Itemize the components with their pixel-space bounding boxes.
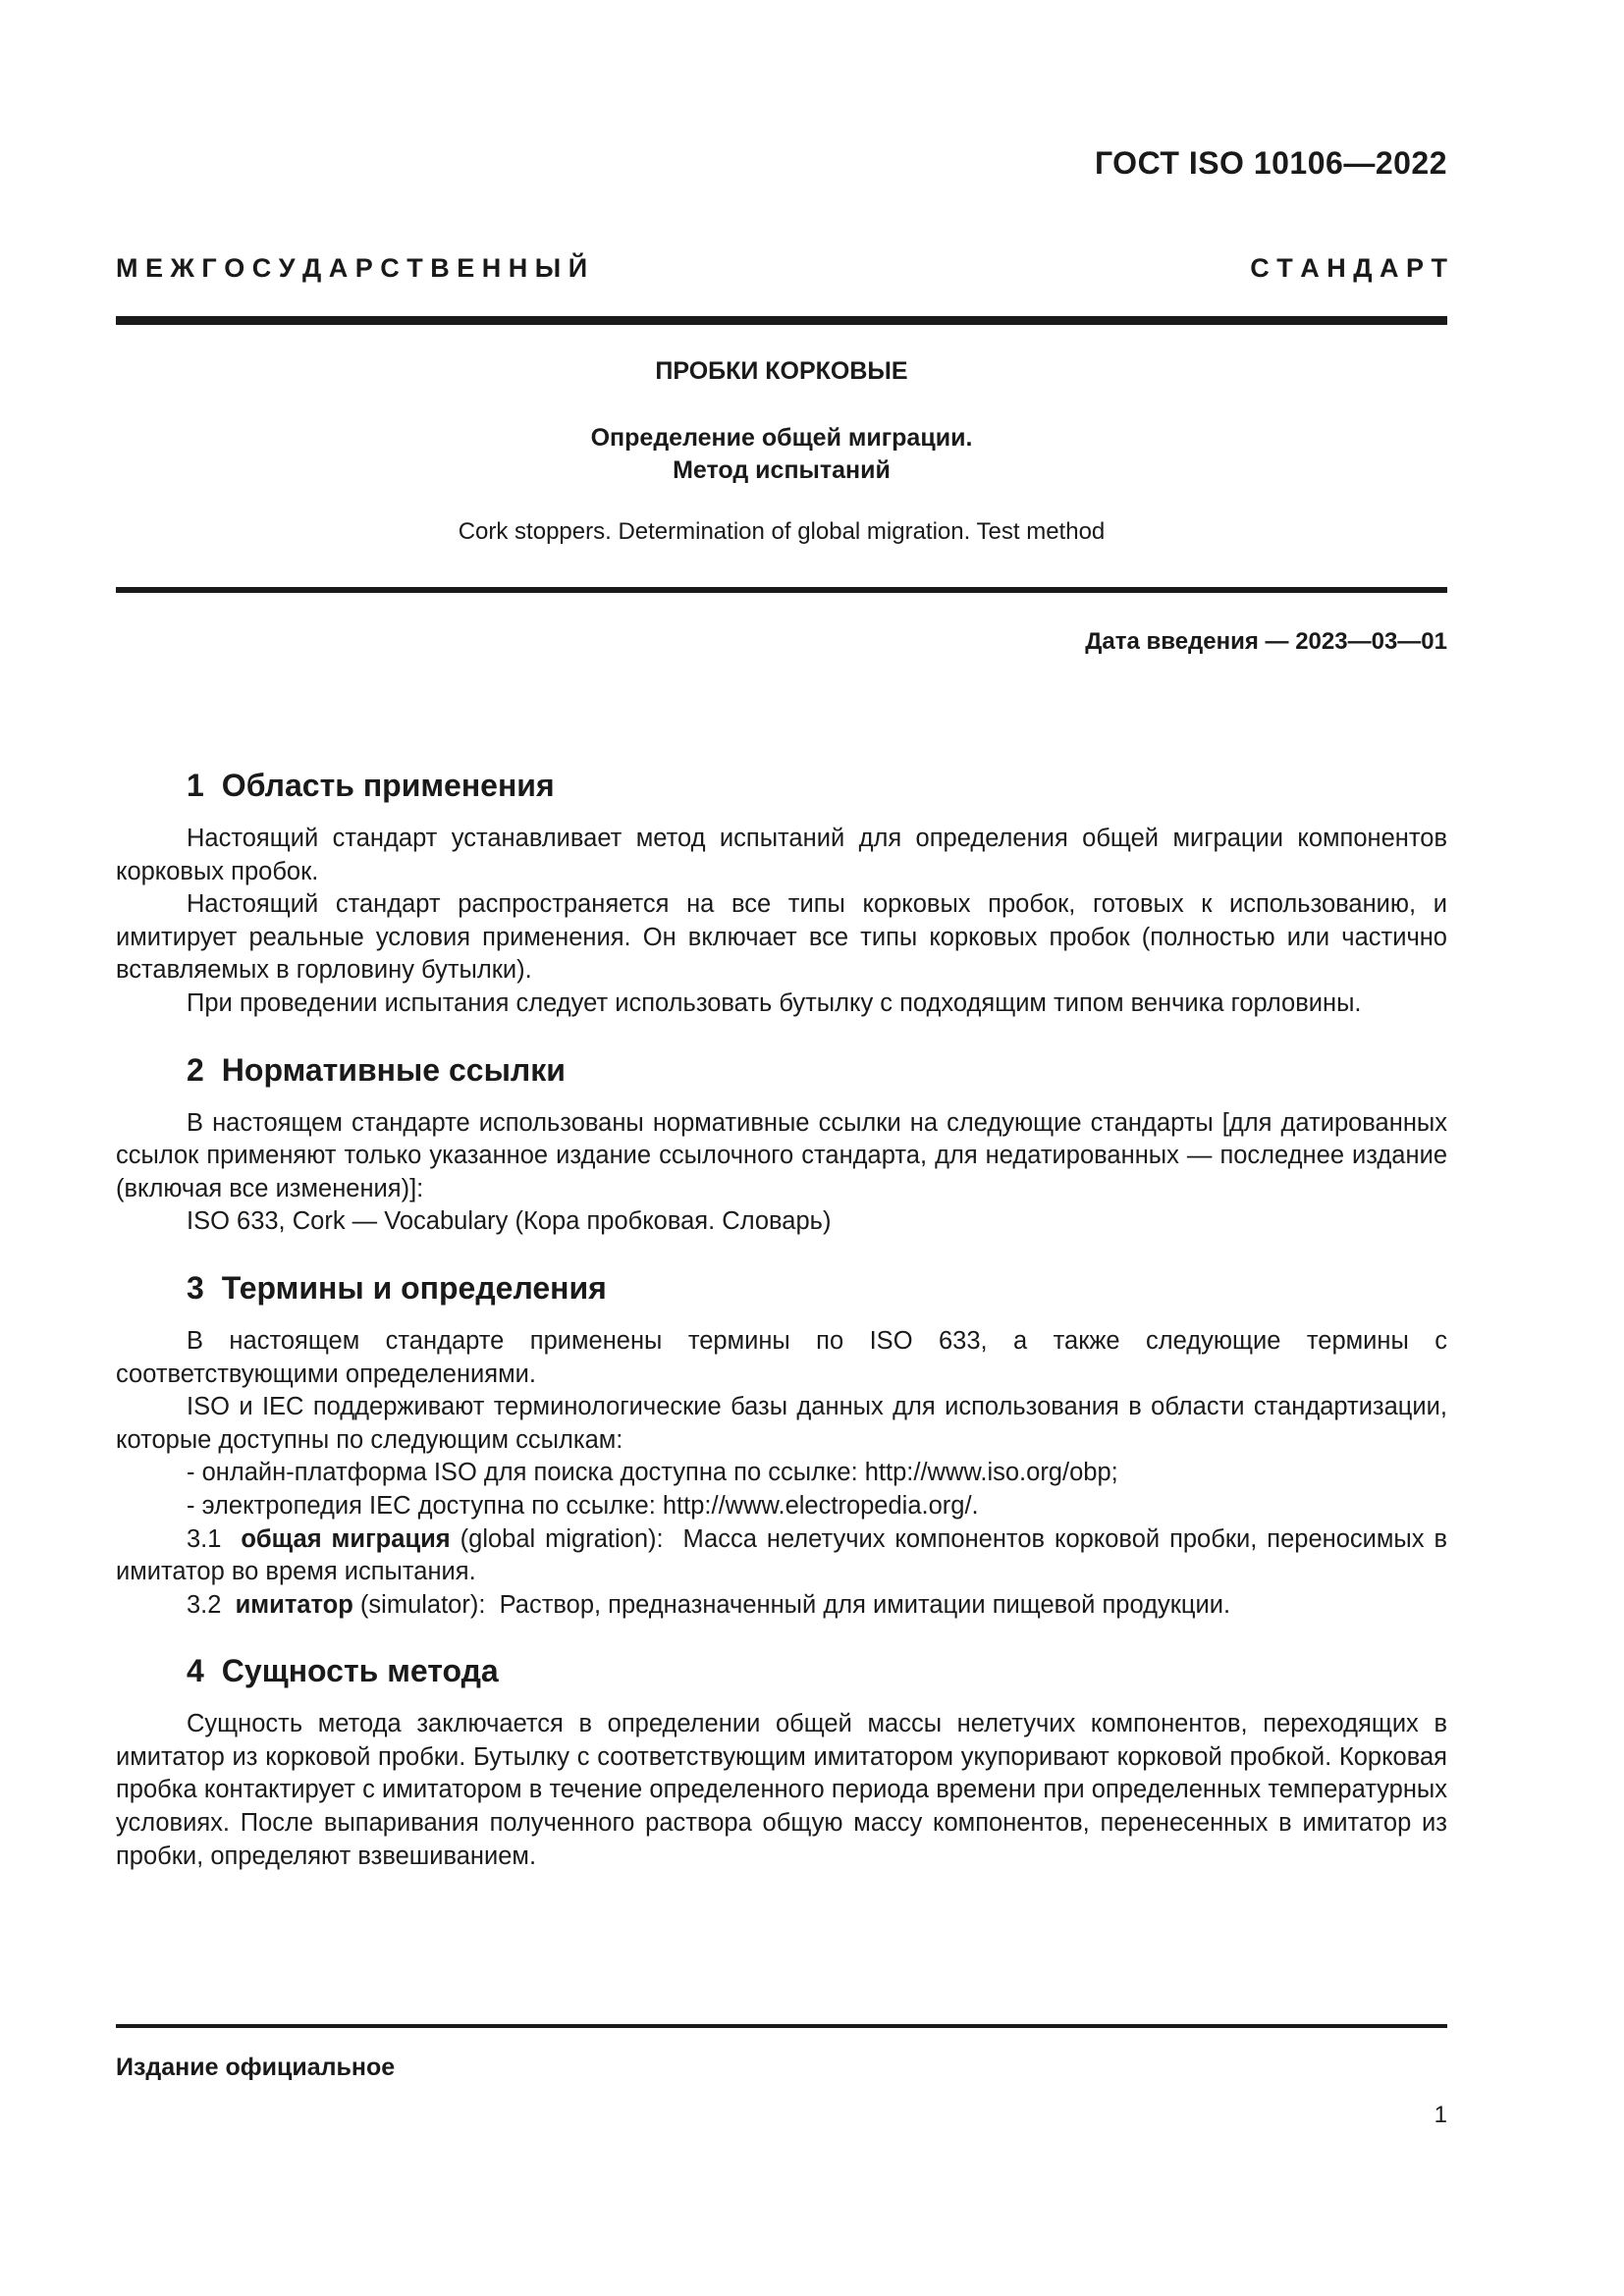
standard-word: С Т А Н Д А Р Т: [1250, 253, 1447, 283]
title-rule: [116, 587, 1447, 593]
link-item: - электропедия IEC доступна по ссылке: http://www.electropedia.org/.: [187, 1491, 979, 1520]
document-subtitle: [116, 422, 1447, 487]
subtitle-line-1: Определение общей миграции.: [590, 424, 973, 452]
section-heading: 3 Термины и определения: [187, 1269, 607, 1306]
document-body: [116, 766, 1447, 1902]
document-title: ПРОБКИ КОРКОВЫЕ: [655, 357, 908, 385]
paragraph: ISO и IEC поддерживают терминологические базы данных для использования в области стандартизации, которые доступны по следующим ссылкам:: [116, 1393, 1447, 1454]
term-definition: 3.1 общая миграция (global migration): Масса нелетучих компонентов корковой пробки, переносимых в имитатор во время испытания.: [116, 1524, 1448, 1586]
term-definition: 3.2 имитатор (simulator): Раствор, предназначенный для имитации пищевой продукции.: [187, 1590, 1231, 1619]
section-2: [116, 1050, 1447, 1239]
english-title: Cork stoppers. Determination of global migration. Test method: [458, 518, 1106, 545]
section-4: [116, 1651, 1447, 1873]
top-rule: [116, 316, 1447, 325]
paragraph: Настоящий стандарт устанавливает метод испытаний для определения общей миграции компонентов корковых пробок.: [116, 825, 1447, 885]
paragraph: В настоящем стандарте применены термины по ISO 633, а также следующие термины с соответствующими определениями.: [116, 1326, 1447, 1388]
link-item: - онлайн-платформа ISO для поиска доступна по ссылке: http://www.iso.org/obp;: [187, 1459, 1118, 1487]
footer-rule: [116, 2024, 1447, 2028]
introduction-date: Дата введения — 2023—03—01: [1085, 628, 1447, 655]
paragraph: Настоящий стандарт распространяется на все типы корковых пробок, готовых к использованию, и имитирует реальные условия применения. Он включает все типы корковых пробок (полностью или частично вставляемых в горловину бутылки).: [116, 890, 1447, 985]
official-edition-label: Издание официальное: [116, 2054, 396, 2081]
interstate-word: М Е Ж Г О С У Д А Р С Т В Е Н Н Ы Й: [116, 253, 588, 283]
document-code: ГОСТ ISO 10106—2022: [1094, 145, 1447, 181]
interstate-standard-label: [116, 253, 1447, 284]
section-heading: 2 Нормативные ссылки: [187, 1051, 566, 1088]
section-heading: 4 Сущность метода: [187, 1653, 499, 1689]
subtitle-line-2: Метод испытаний: [673, 456, 891, 484]
section-heading: 1 Область применения: [187, 768, 555, 803]
section-1: [116, 766, 1447, 1021]
section-3: [116, 1268, 1447, 1622]
reference-item: ISO 633, Cork — Vocabulary (Кора пробковая. Словарь): [187, 1207, 832, 1236]
paragraph: Сущность метода заключается в определении общей массы нелетучих компонентов, переходящих в имитатор из корковой пробки. Бутылку с соответствующим имитатором укупоривают корковой пробкой. Корковая пробка контактирует с имитатором в течение определенного периода времени при определенных температурных условиях. После выпаривания полученного раствора общую массу компонентов, перенесенных в имитатор из пробки, определяют взвешиванием.: [116, 1710, 1447, 1870]
paragraph: В настоящем стандарте использованы нормативные ссылки на следующие стандарты [для датированных ссылок применяют только указанное издание ссылочного стандарта, для недатированных — последнее издание (включая все изменения)]:: [116, 1108, 1447, 1202]
paragraph: При проведении испытания следует использовать бутылку с подходящим типом венчика горловины.: [187, 988, 1362, 1017]
page-number: 1: [1434, 2102, 1447, 2128]
